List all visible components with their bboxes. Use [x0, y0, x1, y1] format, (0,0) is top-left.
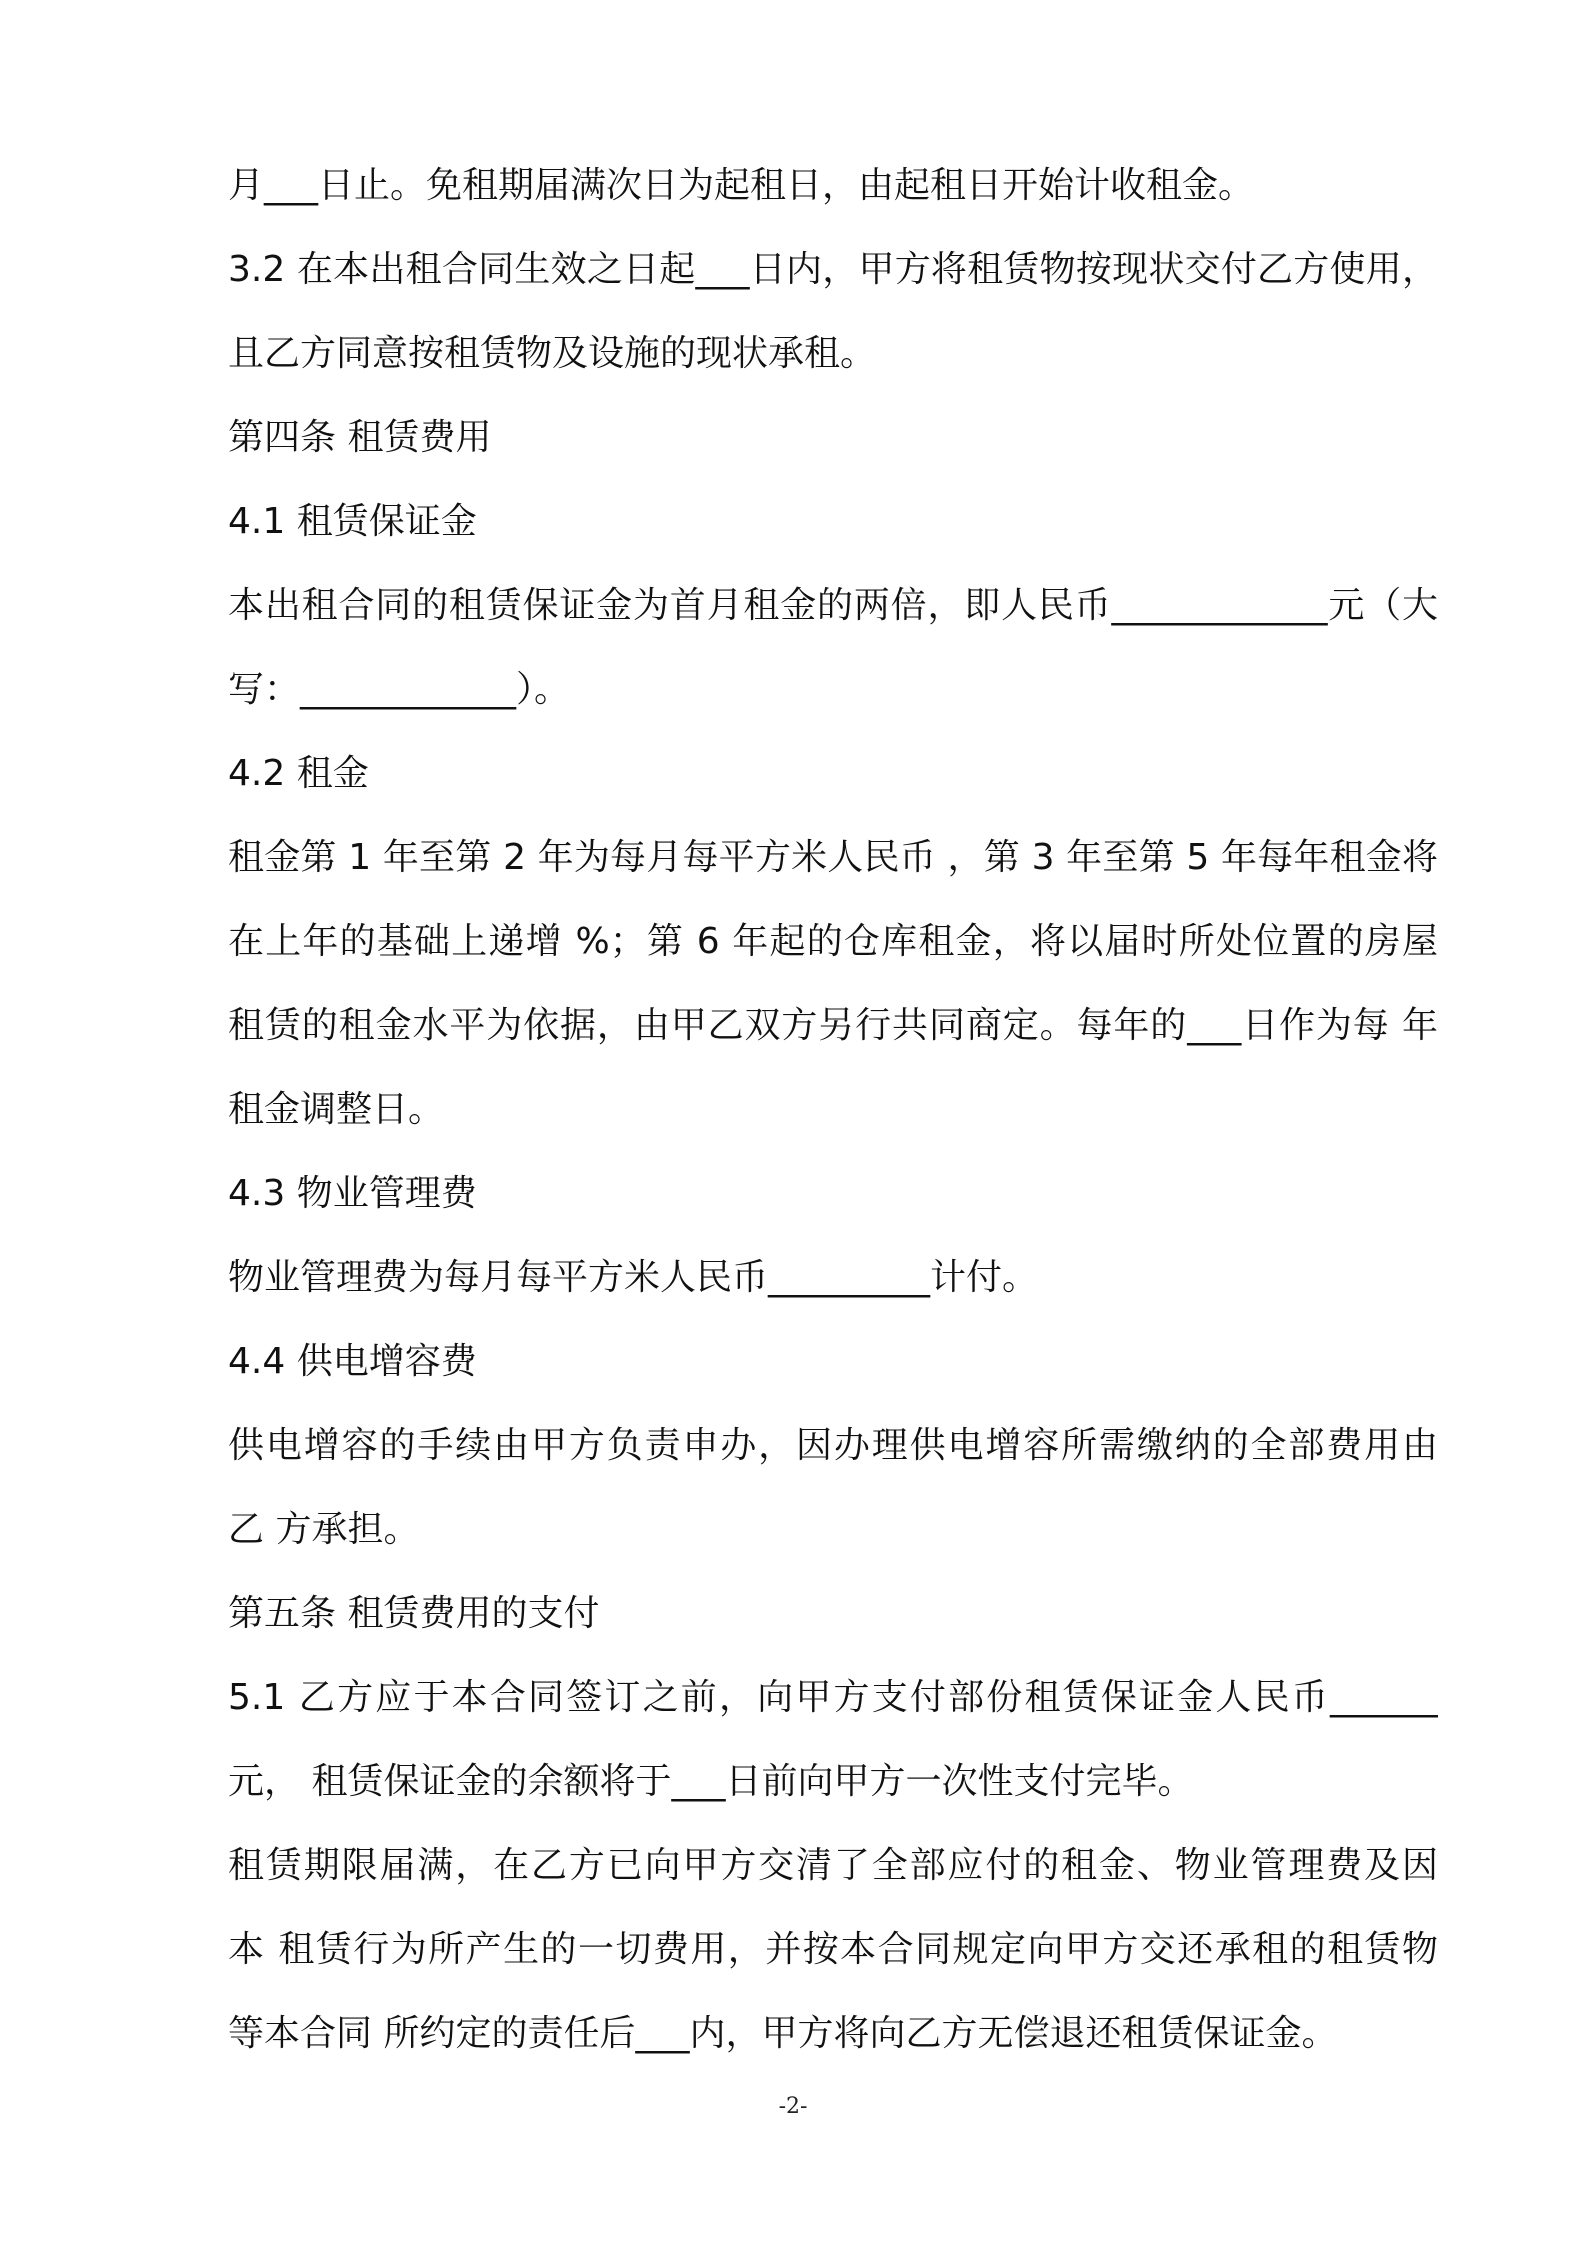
page-number: -2- — [778, 2094, 808, 2119]
document-body — [228, 154, 1438, 2086]
text-line: 乙 方承担。 — [228, 1509, 420, 1550]
text-line: 租赁的租金水平为依据，由甲乙双方另行共同商定。每年的___日作为每 年 — [228, 1005, 1438, 1046]
article-4-heading: 第四条 租赁费用 — [228, 417, 492, 458]
text-line: 且乙方同意按租赁物及设施的现状承租。 — [228, 333, 877, 374]
clause-5-1-line: 5.1 乙方应于本合同签订之前，向甲方支付部份租赁保证金人民币______ — [228, 1677, 1438, 1718]
text-line: 租金调整日。 — [228, 1089, 445, 1130]
text-line: 本 租赁行为所产生的一切费用，并按本合同规定向甲方交还承租的租赁物 — [228, 1929, 1438, 1970]
text-line: 等本合同 所约定的责任后___内，甲方将向乙方无偿退还租赁保证金。 — [228, 2013, 1338, 2054]
clause-4-3-heading: 4.3 物业管理费 — [228, 1173, 477, 1214]
clause-4-2-heading: 4.2 租金 — [228, 753, 369, 794]
text-line: 租金第 1 年至第 2 年为每月每平方米人民币 ，第 3 年至第 5 年每年租金将 — [228, 837, 1438, 878]
text-line: 元， 租赁保证金的余额将于___日前向甲方一次性支付完毕。 — [228, 1761, 1194, 1802]
text-line: 本出租合同的租赁保证金为首月租金的两倍，即人民币____________元（大 — [228, 585, 1438, 626]
text-line: 供电增容的手续由甲方负责申办，因办理供电增容所需缴纳的全部费用由 — [228, 1425, 1438, 1466]
text-line: 物业管理费为每月每平方米人民币_________计付。 — [228, 1257, 1039, 1298]
clause-4-4-heading: 4.4 供电增容费 — [228, 1341, 477, 1382]
clause-4-1-heading: 4.1 租赁保证金 — [228, 501, 477, 542]
article-5-heading: 第五条 租赁费用的支付 — [228, 1593, 600, 1634]
text-line: 写：____________）。 — [228, 669, 571, 710]
text-line: 月___日止。免租期届满次日为起租日，由起租日开始计收租金。 — [228, 165, 1255, 206]
text-line: 租赁期限届满，在乙方已向甲方交清了全部应付的租金、物业管理费及因 — [228, 1845, 1438, 1886]
clause-3-2-line: 3.2 在本出租合同生效之日起___日内，甲方将租赁物按现状交付乙方使用， — [228, 249, 1438, 290]
text-line: 在上年的基础上递增 %；第 6 年起的仓库租金，将以届时所处位置的房屋 — [228, 921, 1438, 962]
